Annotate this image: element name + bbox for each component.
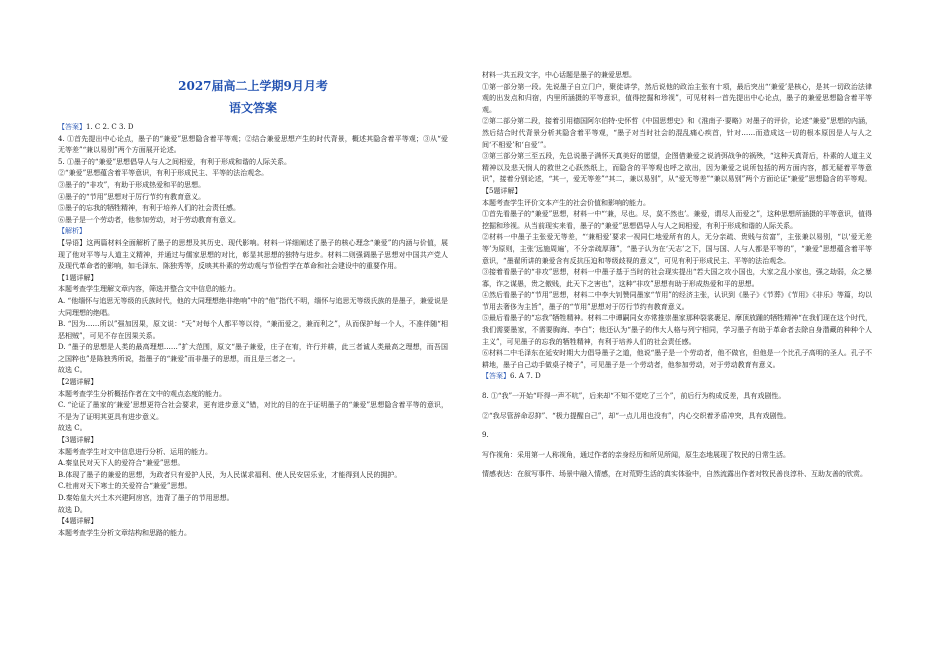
left-paragraph: [58, 389, 448, 401]
left-paragraph: [58, 226, 448, 238]
left-column-body: [58, 122, 448, 539]
right-paragraph: [482, 430, 872, 442]
paragraph-text: 本题考查学生评价文本产生的社会价值和影响的能力。: [482, 198, 650, 207]
right-paragraph: [482, 469, 872, 481]
right-paragraph: [482, 290, 872, 313]
paragraph-text: 9.: [482, 431, 489, 440]
left-paragraph: [58, 505, 448, 517]
paragraph-text: B.体现了墨子的兼爱的思想，为政者只有爱护人民，为人民谋求福利、使人民安居乐业，才能得到人民的拥护。: [58, 470, 402, 479]
left-paragraph: [58, 423, 448, 435]
paragraph-text: 本题考查学生分析文章结构和思路的能力。: [58, 528, 191, 537]
paragraph-spacer: [482, 403, 872, 411]
right-paragraph: [482, 209, 872, 232]
paragraph-text: ③第三部分第三至五段，先总说墨子满怀天真美好的愿望，企图借兼爱之说消弭战争的祸殃，“这种天真背后，朴素的人道主义精神以及悲天悯人的救世之心跃然纸上，而隐含的平等观也呼之欲出，因为兼爱之说所包括的两方面内容，都无疑着平等意识”，接着分别论述，“其一，爱无等差”“其二，兼以易别”，从“爱无等差”“兼以易别”两个方面论证“兼爱”思想隐含的平等观。: [482, 152, 872, 184]
paragraph-text: C. “论证了墨家的‘兼爱’思想更符合社会要求，更有进步意义”错，对比的目的在于证明墨子的“兼爱”思想隐含着平等的意识，不是为了证明其更具有进步意义。: [58, 401, 448, 421]
paragraph-text: 8. ①“我”一开始“吓得一声不吭”，后来却“不知不觉吃了三个”，前后行为构成反差，具有戏剧性。: [482, 392, 786, 401]
right-paragraph: [482, 348, 872, 371]
right-paragraph: [482, 450, 872, 462]
exam-title: 2027届高二上学期9月月考: [178, 79, 328, 93]
paragraph-text: ④然后看墨子的“节用”思想，材料二中李大钊赞同墨家“节用”的经济主张，认识到《墨子》《节葬》《节用》《非乐》等篇，均以节用去奢侈为主旨”，墨子的“节用”思想对于厉行节约有教育意义。: [482, 291, 872, 311]
paragraph-text: A. “他缅怀与追思无等级的氏族时代，他的大同理想绝非绝响”中的“他”指代不明，缅怀与追思无等级氏族的是墨子，兼爱说是大同理想的绝唱。: [58, 296, 448, 317]
paragraph-text: A.秦皇民对天下人的爱符合“兼爱”思想。: [58, 459, 185, 468]
right-paragraph: [482, 313, 872, 348]
left-paragraph: [58, 273, 448, 285]
left-paragraph: [58, 238, 448, 273]
paragraph-text: ③墨子的“非攻”，有助于形成热爱和平的思想。: [58, 180, 206, 189]
paragraph-spacer: [482, 383, 872, 391]
right-paragraph: [482, 186, 872, 198]
left-paragraph: [58, 493, 448, 505]
paragraph-text: ⑥材料二中毛泽东在延安时期大力倡导墨子之道，他说“墨子是一个劳动者，他不做官，但他是一个比孔子高明的圣人。孔子不耕地，墨子自己动手做桌子椅子”，可见墨子是一个劳动者，他参加劳动，对于劳动教育有意义。: [482, 349, 872, 369]
paragraph-text: 【1题详解】: [58, 273, 98, 282]
section-tag: 【解析】: [58, 227, 86, 236]
left-paragraph: [58, 447, 448, 459]
paragraph-text: B. “因为……所以”强加因果，原文说：“天”对每个人都平等以待，“兼而爱之，兼而利之”，从而保护每一个人，不准伴随“相恶相贼”，可见不存在因果关系。: [58, 320, 448, 340]
paragraph-text: D.秦始皇大兴土木兴建阿房宫，违背了墨子的节用思想。: [58, 494, 234, 502]
right-paragraph: [482, 151, 872, 186]
right-column-body: [482, 70, 872, 481]
left-paragraph: [58, 458, 448, 470]
paragraph-text: 5. ①墨子的“兼爱”思想倡导人与人之间相爱，有利于形成和谐的人际关系。: [58, 157, 292, 166]
paragraph-text: ②“我尽管辞命忍抑”、“极力提醒自己”，却“一点儿用也没有”，内心交织着矛盾冲突，具有戏剧性。: [482, 411, 791, 420]
paragraph-text: 6. A 7. D: [510, 372, 541, 381]
left-paragraph: [58, 470, 448, 482]
left-paragraph: [58, 157, 448, 169]
paragraph-text: ①首先看墨子的“兼爱”思想，材料一中“‘兼，尽也。尽，莫不然也’。兼爱，谓尽人而爱之”，这种思想所涵摄的平等意识，值得挖掘和珍视。从当前现实来看，墨子的“兼爱”思想倡导人与人之间相爱，有利于形成和谐的人际关系。: [482, 210, 872, 230]
paragraph-text: 本题考查学生理解文章内容，筛选并整合文中信息的能力。: [58, 285, 240, 294]
paragraph-text: ⑤墨子的忘我的牺牲精神，有利于培养人们的社会责任感。: [58, 204, 240, 213]
paragraph-text: 【导语】这两篇材料全面解析了墨子的思想及其历史、现代影响。材料一详细阐述了墨子的核心理念“兼爱”的内涵与价值，展现了他对平等与人道主义精神，并通过与儒家思想的对比，彰显其思想的独特与进步。材料二则强调墨子思想对中国共产党人及现代革命者的影响，如毛泽东、陈独秀等，反映其朴素的劳动观与节俭哲学在革命和社会建设中的重要作用。: [58, 238, 448, 271]
right-paragraph: [482, 267, 872, 290]
right-column: [482, 70, 872, 481]
right-paragraph: [482, 198, 872, 210]
paragraph-text: ④墨子的“节用”思想对于厉行节约有教育意义。: [58, 192, 206, 201]
exam-subtitle: 语文答案: [228, 101, 277, 115]
paragraph-spacer: [482, 422, 872, 430]
paragraph-text: 本题考查学生分析概括作者在文中的观点态度的能力。: [58, 389, 226, 398]
left-paragraph: [58, 122, 448, 134]
left-paragraph: [58, 192, 448, 204]
right-paragraph: [482, 70, 872, 82]
section-tag: 【答案】: [58, 123, 86, 131]
left-paragraph: [58, 377, 448, 389]
paragraph-text: ③接着看墨子的“非攻”思想，材料一中墨子基于当时的社会现实提出“若大国之攻小国也，大家之乱小家也，强之劫弱，众之暴寡，诈之谋愚，贵之傲贱，此天下之害也”，这种“非攻”思想有助于形成热爱和平的思想。: [482, 268, 872, 288]
right-paragraph: [482, 82, 872, 117]
left-paragraph: [58, 400, 448, 423]
paragraph-text: C.杜甫对天下寒士的关爱符合“兼爱”思想。: [58, 482, 192, 491]
paragraph-text: 故选 D。: [58, 505, 87, 514]
right-paragraph: [482, 411, 872, 423]
left-paragraph: [58, 215, 448, 227]
paragraph-text: 本题考查学生对文中信息进行分析、运用的能力。: [58, 447, 212, 456]
paragraph-text: 【3题详解】: [58, 436, 98, 445]
paragraph-text: ⑤最后看墨子的“忘我”牺牲精神。材料二中谭嗣同女亦常推崇墨家那种裂裳裹足、摩顶放踵的牺牲精神“在我们现在这个时代，我们需要墨家，不需要胸海、李白”；他还认为“墨子的伟大人格与列宁相同，学习墨子有助于革命者去除自身潜藏的种种个人主义”，可见墨子的忘我的牺牲精神，有利于培养人们的社会责任感。: [482, 314, 872, 346]
left-paragraph: [58, 284, 448, 296]
paragraph-text: 故选 C。: [58, 424, 87, 433]
paragraph-text: ①第一部分第一段。先说墨子自立门户，聚徒讲学，然后说他的政治主张有十项，最后突出“‘兼爱’是核心，是其一切政治法律观的出发点和归宿，内里所涵摄的平等意识，值得挖掘和珍视”，可见材料一首先提出中心论点，墨子的兼爱思想隐含着平等观。: [482, 82, 872, 114]
right-paragraph: [482, 116, 872, 151]
left-paragraph: [58, 319, 448, 342]
paragraph-text: ②“兼爱”思想蕴含着平等意识，有利于形成民主、平等的法治观念。: [58, 169, 269, 178]
paragraph-text: ②第二部分第二段，接着引用德国阿尔伯特·史怀哲《中国思想史》和《淮南子·要略》对墨子的评价，论述“兼爱”思想的内涵，然后结合时代背景分析其隐含着平等观，“墨子对当时社会的混乱痛心疾首，针对……而造成这一切的根本原因是人与人之间‘不相爱’和‘自爱’”。: [482, 117, 872, 149]
left-paragraph: [58, 296, 448, 319]
paragraph-text: 【4题详解】: [58, 517, 98, 526]
paragraph-text: 4. ①首先提出中心论点，墨子的“兼爱”思想隐含着平等观；②结合兼爱思想产生的时代背景，概述其隐含着平等观；③从“爱无等差”“兼以易别”两个方面展开论述。: [58, 134, 448, 155]
paragraph-text: 情感表达：在叙写事件、场景中融入情感，在对荒野生活的真实体验中，自然流露出作者对牧民善良淳朴、互助友善的欣赏。: [482, 470, 867, 479]
section-tag: 【答案】: [482, 372, 510, 381]
paragraph-text: 1. C 2. C 3. D: [86, 123, 134, 131]
left-paragraph: [58, 481, 448, 493]
left-paragraph: [58, 203, 448, 215]
paragraph-text: 材料一共五段文字，中心话题是墨子的兼爱思想。: [482, 71, 636, 79]
left-column: [58, 0, 448, 539]
paragraph-text: 【5题详解】: [482, 186, 522, 195]
left-paragraph: [58, 365, 448, 377]
left-paragraph: [58, 516, 448, 528]
paragraph-text: 【2题详解】: [58, 378, 98, 387]
right-paragraph: [482, 371, 872, 383]
left-paragraph: [58, 180, 448, 192]
left-paragraph: [58, 528, 448, 540]
paragraph-text: D. “墨子的思想是人类的最高理想……”扩大范围，原文“墨子兼爱，庄子在宥，许行并耕，此三者诚人类最高之理想，而吾国之国粹也”是陈独秀所说，指墨子的“兼爱”而非墨子的思想，而且是三者之一。: [58, 343, 448, 363]
left-paragraph: [58, 168, 448, 180]
left-paragraph: [58, 435, 448, 447]
left-paragraph: [58, 134, 448, 157]
right-paragraph: [482, 232, 872, 267]
paragraph-spacer: [482, 461, 872, 469]
right-paragraph: [482, 391, 872, 403]
paragraph-text: ⑥墨子是一个劳动者，他参加劳动，对于劳动教育有意义。: [58, 215, 240, 224]
paragraph-text: 写作视角：采用第一人称视角，通过作者的亲身经历和所见所闻，原生态地展现了牧民的日常生活。: [482, 450, 790, 459]
paragraph-text: ②材料一中墨子主张爱无等差，“‘兼相爱’要求一视同仁地爱所有的人，无分亲疏、贵贱与贫富”，主张兼以易别，“以‘爱无差等’为原则，主张‘远施周遍’，不分亲疏厚薄”，“墨子认为在‘天志’之下，国与国、人与人都是平等的”，“兼爱”思想蕴含着平等意识，“墨翟所讲的兼爱含有反抗压迫和等级歧视的意义”，可见有利于形成民主、平等的法治观念。: [482, 233, 872, 265]
left-paragraph: [58, 342, 448, 365]
paragraph-spacer: [482, 442, 872, 450]
paragraph-text: 故选 C。: [58, 366, 87, 375]
